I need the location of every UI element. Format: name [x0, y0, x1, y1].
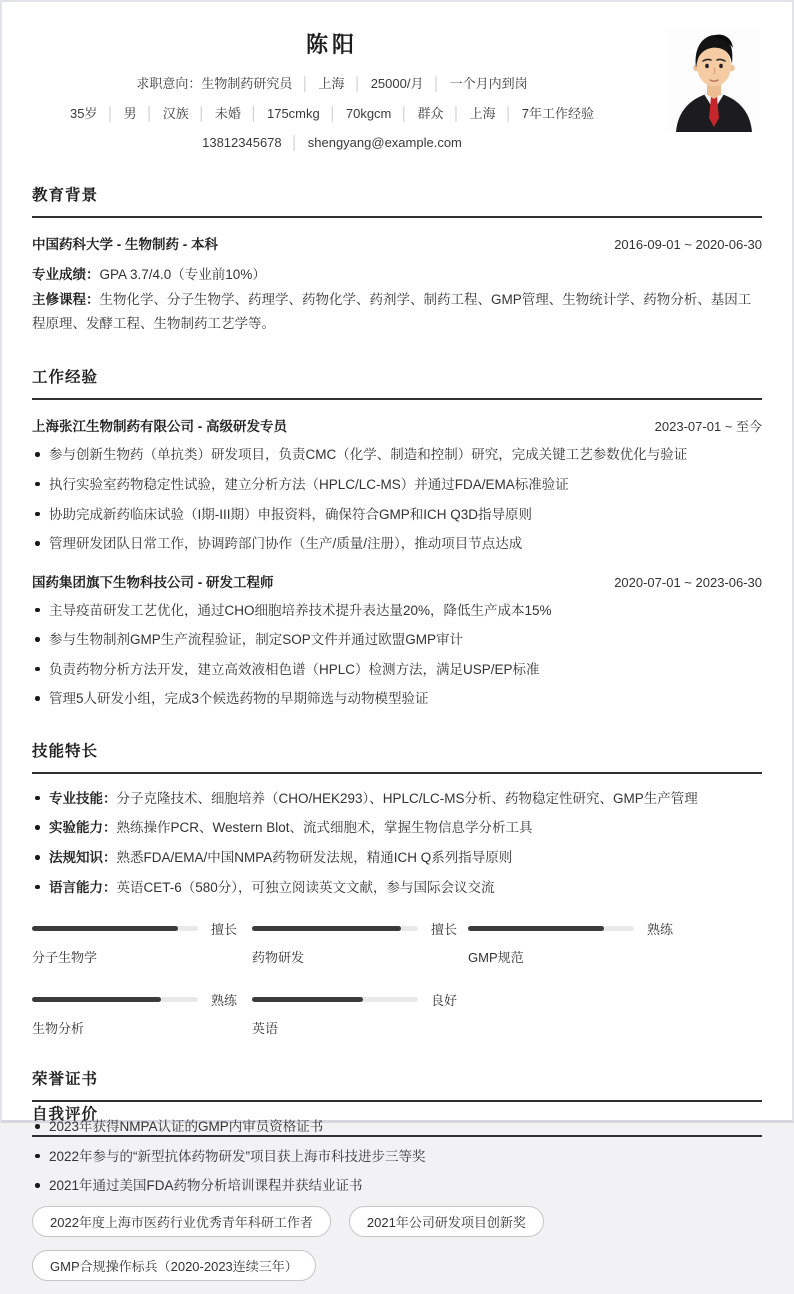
job-intent-line	[32, 74, 632, 94]
company-role: 上海张江生物制药有限公司 - 高级研发专员	[32, 419, 287, 435]
skill-bar-name: 生物分析	[32, 1021, 85, 1037]
job-bullet: 负责药物分析方法开发，建立高效液相色谱（HPLC）检测方法，满足USP/EP标准	[32, 660, 762, 680]
separator: │	[400, 105, 409, 121]
skill-text: 熟练操作PCR、Western Blot、流式细胞术，掌握生物信息学分析工具	[116, 820, 533, 836]
skill-label: 语言能力：	[49, 879, 117, 895]
job-date-range: 2023-07-01 ~ 至今	[654, 419, 762, 435]
skill-bar	[32, 990, 252, 1037]
skill-level-label: 擅长	[211, 922, 238, 938]
info-item: 上海	[469, 105, 496, 121]
job-bullet: 管理研发团队日常工作，协调跨部门协作（生产/质量/注册），推动项目节点达成	[32, 534, 762, 554]
section-experience	[32, 365, 762, 709]
section-self-evaluation	[32, 1102, 762, 1152]
skill-level-label: 熟练	[211, 993, 238, 1009]
skill-bar	[32, 919, 252, 966]
honor-bullet: 2021年通过美国FDA药物分析培训课程并获结业证书	[32, 1176, 762, 1196]
job-bullet-list	[32, 445, 762, 553]
skill-bar-name: GMP规范	[468, 950, 524, 966]
skill-bar-track	[32, 997, 198, 1002]
education-entry-header	[32, 233, 762, 253]
job-entry	[32, 415, 762, 553]
skill-bars-grid	[32, 919, 762, 1037]
profile-photo	[668, 28, 760, 132]
personal-info-line	[32, 104, 632, 124]
male-portrait-illustration	[668, 28, 760, 132]
section-education	[32, 183, 762, 336]
info-item: 25000/月	[370, 76, 424, 91]
separator: │	[328, 105, 337, 121]
skill-bar	[252, 919, 468, 966]
info-item: 群众	[417, 105, 444, 121]
job-date-range: 2020-07-01 ~ 2023-06-30	[614, 574, 762, 590]
skill-bullet	[32, 878, 762, 898]
skill-bar-track	[252, 997, 418, 1002]
award-badge: 2022年度上海市医药行业优秀青年科研工作者	[32, 1206, 331, 1237]
separator: │	[106, 105, 115, 121]
section-title-skills: 技能特长	[32, 739, 762, 774]
separator: │	[353, 76, 362, 91]
gpa-label: 专业成绩：	[32, 266, 100, 282]
skill-bar-fill	[252, 926, 401, 931]
award-badge: 2021年公司研发项目创新奖	[349, 1206, 544, 1237]
award-badges	[32, 1206, 762, 1294]
courses-value: 生物化学、分子生物学、药理学、药物化学、药剂学、制药工程、GMP管理、生物统计学、药物分析、基因工程原理、发酵工程、生物制药工艺学等。	[32, 292, 752, 331]
skill-level-label: 擅长	[431, 922, 458, 938]
job-bullet: 执行实验室药物稳定性试验，建立分析方法（HPLC/LC-MS）并通过FDA/EMA标准验证	[32, 475, 762, 495]
contact-line	[32, 133, 632, 153]
job-bullet: 参与创新生物药（单抗类）研发项目，负责CMC（化学、制造和控制）研究，完成关键工艺参数优化与验证	[32, 445, 762, 465]
separator: │	[145, 105, 154, 121]
skill-label: 法规知识：	[49, 850, 117, 865]
info-item: 35岁	[69, 105, 98, 121]
skill-bar-track	[32, 926, 198, 931]
skill-bar-fill	[32, 997, 161, 1002]
job-bullet: 主导疫苗研发工艺优化，通过CHO细胞培养技术提升表达量20%，降低生产成本15%	[32, 601, 762, 621]
info-item: 7年工作经验	[521, 105, 595, 121]
job-bullet-list	[32, 601, 762, 709]
info-item: shengyang@example.com	[307, 135, 462, 150]
section-title-experience: 工作经验	[32, 365, 762, 400]
skill-bar-fill	[252, 997, 363, 1002]
info-item: 175cmkg	[266, 105, 320, 121]
info-item: 求职意向：生物制药研究员	[136, 76, 293, 91]
section-title-education: 教育背景	[32, 183, 762, 218]
gpa-line	[32, 263, 762, 287]
gpa-value: GPA 3.7/4.0（专业前10%）	[99, 266, 266, 282]
skill-bar-fill	[32, 926, 178, 931]
info-item: 70kgcm	[345, 105, 392, 121]
skill-level-label: 熟练	[647, 922, 674, 938]
job-entry	[32, 571, 762, 709]
education-date-range: 2016-09-01 ~ 2020-06-30	[614, 236, 762, 252]
separator: │	[504, 105, 513, 121]
skill-bar	[468, 919, 762, 966]
job-bullet: 管理5人研发小组，完成3个候选药物的早期筛选与动物模型验证	[32, 689, 762, 709]
skill-bar-name: 分子生物学	[32, 950, 98, 966]
honor-bullet: 2022年参与的“新型抗体药物研发”项目获上海市科技进步三等奖	[32, 1147, 762, 1167]
separator: │	[290, 135, 299, 150]
skill-bar-name: 药物研发	[252, 950, 305, 966]
skill-bullet	[32, 848, 762, 868]
separator: │	[301, 76, 310, 91]
school-degree: 中国药科大学 - 生物制药 - 本科	[32, 236, 218, 252]
skill-text: 熟悉FDA/EMA/中国NMPA药物研发法规，精通ICH Q系列指导原则	[116, 850, 513, 865]
header-text-block	[32, 28, 632, 153]
skill-bullet-list	[32, 789, 762, 897]
resume-header	[2, 2, 792, 153]
courses-line	[32, 288, 762, 335]
info-item: 男	[123, 105, 137, 121]
info-item: 一个月内到岗	[449, 76, 528, 91]
candidate-name: 陈阳	[305, 32, 358, 57]
courses-label: 主修课程：	[32, 292, 100, 308]
skill-bar	[252, 990, 468, 1037]
skill-label: 专业技能：	[49, 790, 117, 806]
skill-bar-fill	[468, 926, 604, 931]
info-item: 13812345678	[202, 135, 282, 150]
job-entry-header	[32, 415, 762, 435]
company-role: 国药集团旗下生物科技公司 - 研发工程师	[32, 574, 274, 590]
skill-bar-track	[468, 926, 634, 931]
skill-label: 实验能力：	[49, 820, 117, 836]
skill-level-label: 良好	[431, 993, 458, 1009]
separator: │	[432, 76, 441, 91]
job-bullet: 参与生物制剂GMP生产流程验证，制定SOP文件并通过欧盟GMP审计	[32, 630, 762, 650]
skill-bullet	[32, 818, 762, 838]
section-skills	[32, 739, 762, 1037]
award-badge: GMP合规操作标兵（2020-2023连续三年）	[32, 1250, 316, 1281]
skill-bar-name: 英语	[252, 1021, 279, 1037]
skill-bullet	[32, 789, 762, 809]
separator: │	[197, 105, 206, 121]
separator: │	[452, 105, 461, 121]
info-item: 汉族	[162, 105, 189, 121]
skill-text: 分子克隆技术、细胞培养（CHO/HEK293）、HPLC/LC-MS分析、药物稳定性研究、GMP生产管理	[116, 790, 698, 806]
section-title-honors: 荣誉证书	[32, 1067, 762, 1102]
skill-bar-track	[252, 926, 418, 931]
skill-text: 英语CET-6（580分），可独立阅读英文文献，参与国际会议交流	[116, 879, 495, 895]
section-title-self-evaluation: 自我评价	[32, 1102, 762, 1137]
job-bullet: 协助完成新药临床试验（I期-III期）申报资料，确保符合GMP和ICH Q3D指导原则	[32, 505, 762, 525]
info-item: 未婚	[214, 105, 241, 121]
honor-bullet: 2023年获得NMPA认证的GMP内审员资格证书	[32, 1117, 762, 1137]
info-item: 上海	[318, 76, 345, 91]
separator: │	[249, 105, 258, 121]
job-entry-header	[32, 571, 762, 591]
